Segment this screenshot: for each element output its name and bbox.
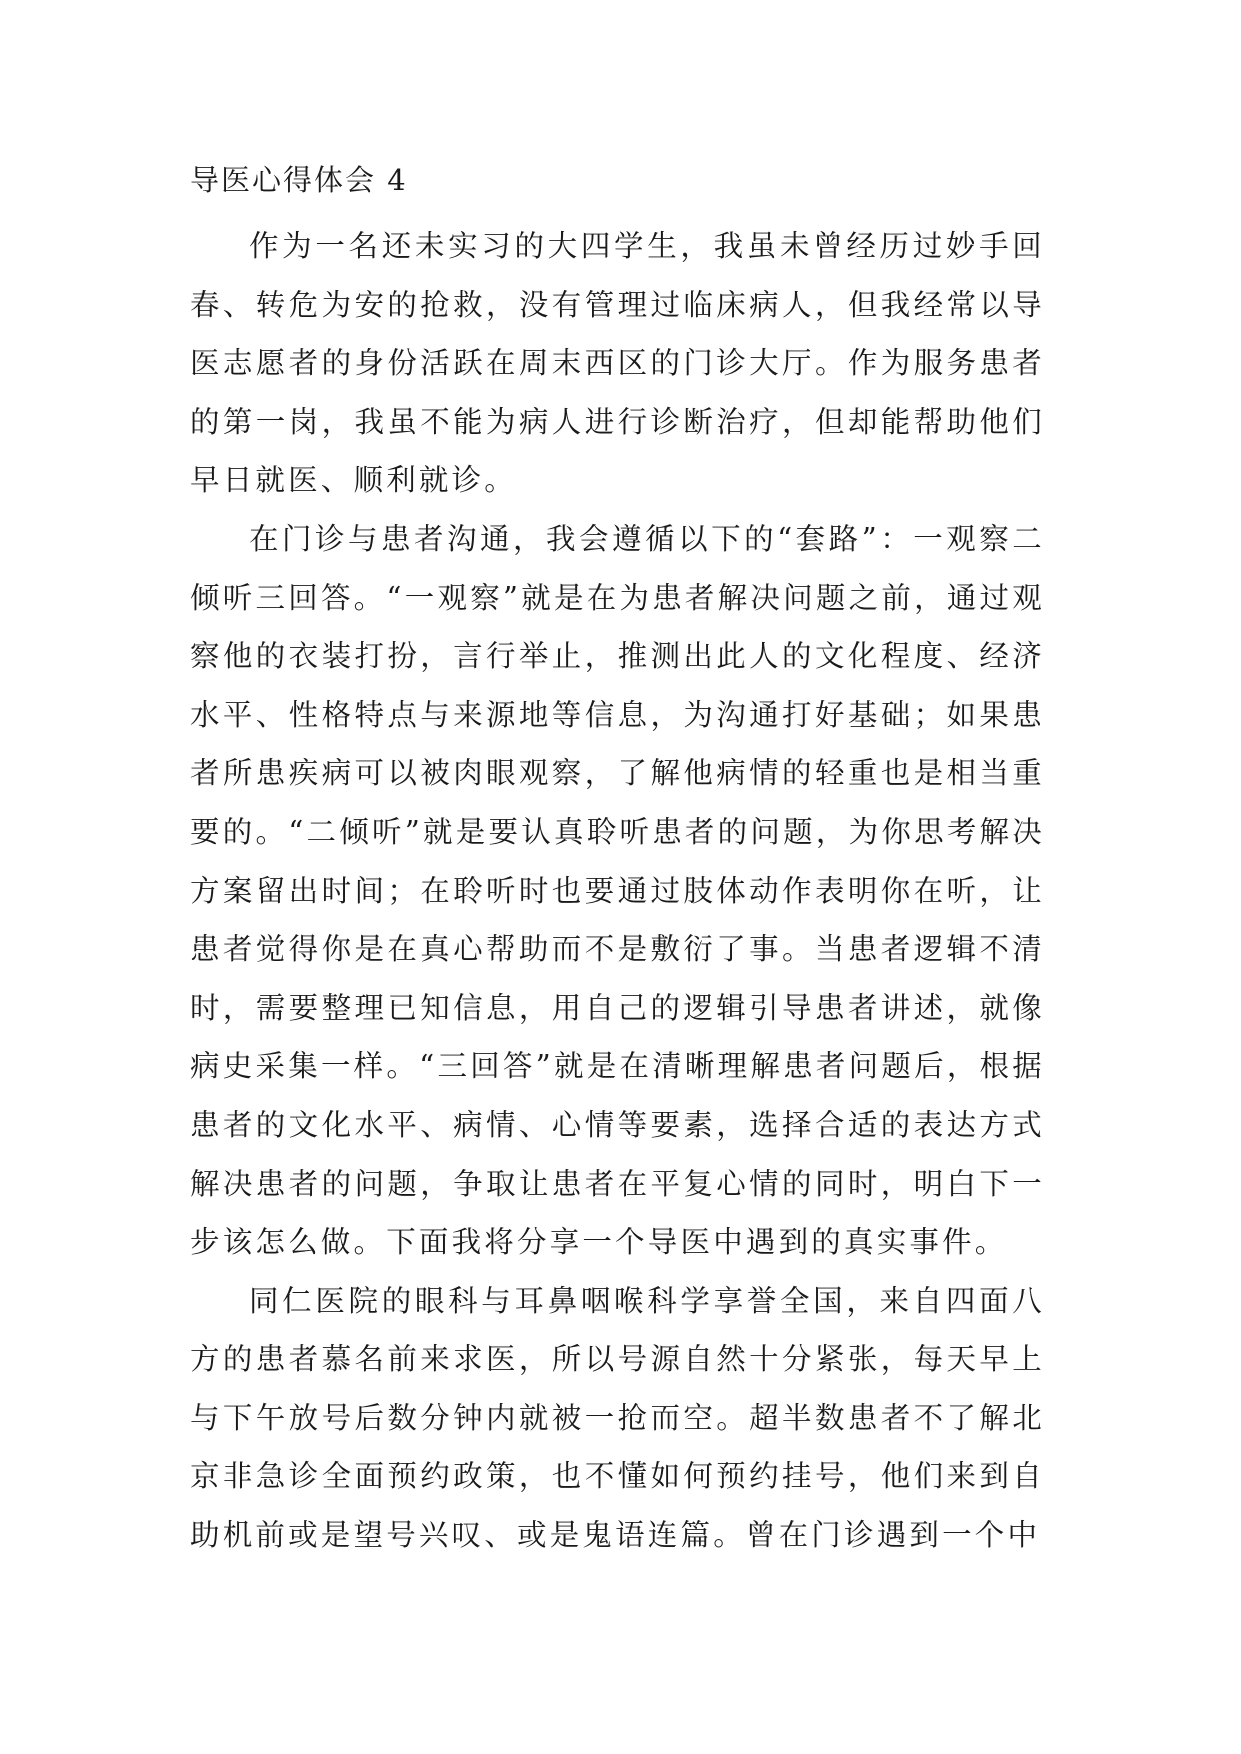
document-title: 导医心得体会 4 <box>190 163 408 197</box>
paragraph-1: 作为一名还未实习的大四学生，我虽未曾经历过妙手回春、转危为安的抢救，没有管理过临床病人，但我经常以导医志愿者的身份活跃在周末西区的门诊大厅。作为服务患者的第一岗，我虽不能为病人进行诊断治疗，但却能帮助他们早日就医、顺利就诊。 <box>190 229 1045 498</box>
document-body <box>190 160 1045 1565</box>
paragraph-3: 同仁医院的眼科与耳鼻咽喉科学享誉全国，来自四面八方的患者慕名前来求医，所以号源自然十分紧张，每天早上与下午放号后数分钟内就被一抢而空。超半数患者不了解北京非急诊全面预约政策，也不懂如何预约挂号，他们来到自助机前或是望号兴叹、或是鬼语连篇。曾在门诊遇到一个中 <box>190 1283 1045 1553</box>
paragraph-2: 在门诊与患者沟通，我会遵循以下的“套路”：一观察二倾听三回答。“一观察”就是在为患者解决问题之前，通过观察他的衣装打扮，言行举止，推测出此人的文化程度、经济水平、性格特点与来源地等信息，为沟通打好基础；如果患者所患疾病可以被肉眼观察，了解他病情的轻重也是相当重要的。“二倾听”就是要认真聆听患者的问题，为你思考解决方案留出时间；在聆听时也要通过肢体动作表明你在听，让患者觉得你是在真心帮助而不是敷衍了事。当患者逻辑不清时，需要整理已知信息，用自己的逻辑引导患者讲述，就像病史采集一样。“三回答”就是在清晰理解患者问题后，根据患者的文化水平、病情、心情等要素，选择合适的表达方式解决患者的问题，争取让患者在平复心情的同时，明白下一步该怎么做。下面我将分享一个导医中遇到的真实事件。 <box>190 521 1045 1260</box>
